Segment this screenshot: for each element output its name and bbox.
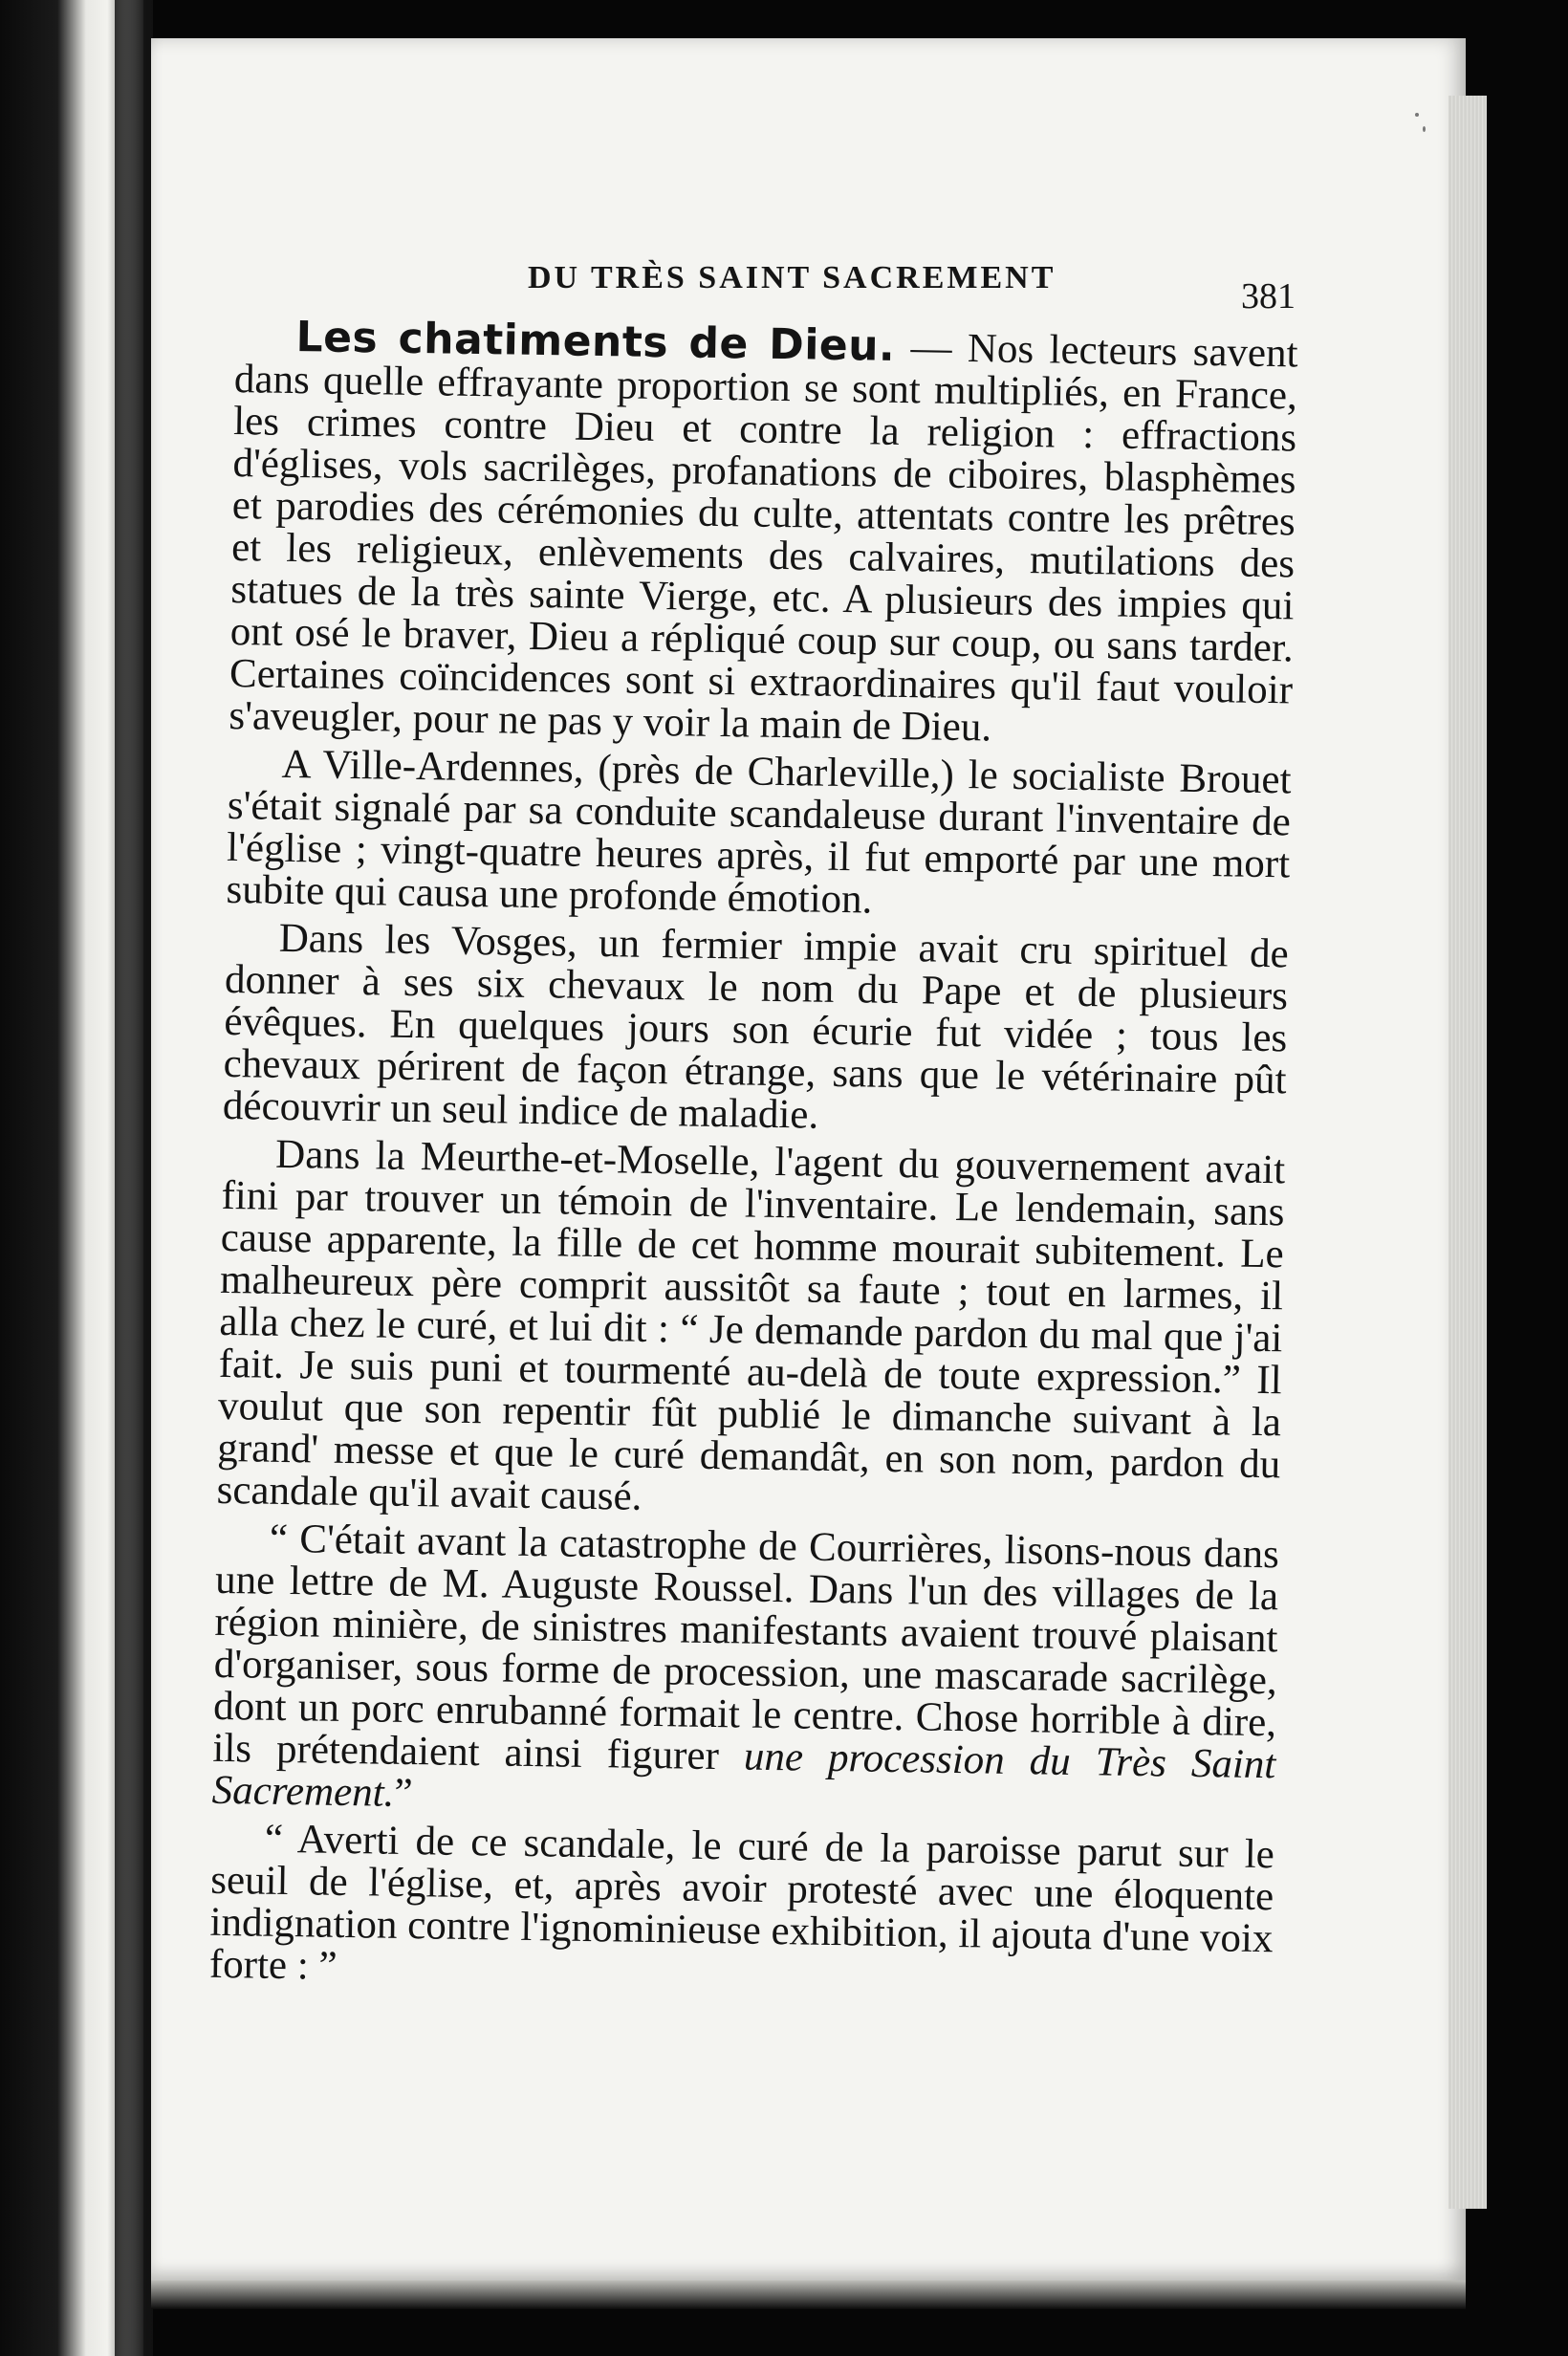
closing-quote: ”: [394, 1770, 413, 1817]
paragraph-courrieres: [211, 1517, 1279, 1828]
page-bottom-edge: [151, 2280, 1466, 2309]
dust-speck: [1423, 126, 1426, 132]
paragraph-text: — Nos lecteurs savent dans quelle effrayante proportion se sont multipliés, en France, les crimes contre Dieu et contre la religion : effractions d'églises, vols sacrilèges, profanations de ciboires, blasphèmes et parodies des cérémonies du culte, attentats contre les prêtres et les religieux, enlèvements des calvaires, mutilations des statues de la très sainte Vierge, etc. A plusieurs des impies qui ont osé le braver, Dieu a répliqué coup sur coup, ou sans tarder. Certaines coïncidences sont si extraordinaires qu'il faut vouloir s'aveugler, pour ne pas y voir la main de Dieu.: [229, 324, 1298, 751]
paragraph-ville-ardennes: A Ville-Ardennes, (près de Charleville,) le socialiste Brouet s'était signalé par sa conduite scandaleuse durant l'inventaire de l'église ; vingt-quatre heures après, il fut emporté par une mort subite qui causa une profonde émotion.: [226, 741, 1292, 923]
paragraph-cure: “ Averti de ce scandale, le curé de la paroisse parut sur le seuil de l'église, et, après avoir protesté avec une éloquente indignation contre l'ignominieuse exhibition, il ajouta d'une voix forte : ”: [208, 1816, 1275, 1989]
section-title: Les chatiments de Dieu.: [295, 313, 896, 371]
italic-phrase: une procession du Très Saint Sacrement.: [211, 1734, 1276, 1816]
page-number: 381: [1241, 276, 1296, 316]
paragraph-text: “ C'était avant la catastrophe de Courrières, lisons-nous dans une lettre de M. Auguste Roussel. Dans l'un des villages de la région minière, de sinistres manifestants avaient trouvé plaisant d'organiser, sous forme de procession, une mascarade sacrilège, dont un porc enrubanné formait le centre. Chose horrible à dire, ils prétendaient ainsi figurer: [212, 1516, 1280, 1779]
article-body: [208, 313, 1298, 2008]
gutter-shadow: [115, 0, 153, 2356]
paragraph-intro: [229, 313, 1298, 753]
page-stack-edge: [1448, 96, 1487, 2209]
running-header: DU TRÈS SAINT SACREMENT: [528, 260, 1056, 295]
dust-speck: [1415, 113, 1419, 117]
paragraph-vosges: Dans les Vosges, un fermier impie avait cru spirituel de donner à ses six chevaux le nom du Pape et de plusieurs évêques. En quelques jours son écurie fut vidée ; tous les chevaux périrent de façon étrange, sans que le vétérinaire pût découvrir un seul indice de maladie.: [222, 915, 1290, 1138]
paragraph-meurthe-et-moselle: Dans la Meurthe-et-Moselle, l'agent du gouvernement avait fini par trouver un témoin de l'inventaire. Le lendemain, sans cause apparente, la fille de cet homme mourait subitement. Le malheureux père comprit aussitôt sa faute ; tout en larmes, il alla chez le curé, et lui dit : “ Je demande pardon du mal que j'ai fait. Je suis puni et tourmenté au-delà de toute expression.” Il voulut que son repentir fût publié le dimanche suivant à la grand' messe et que le curé demandât, en son nom, pardon du scandale qu'il avait causé.: [216, 1131, 1286, 1519]
